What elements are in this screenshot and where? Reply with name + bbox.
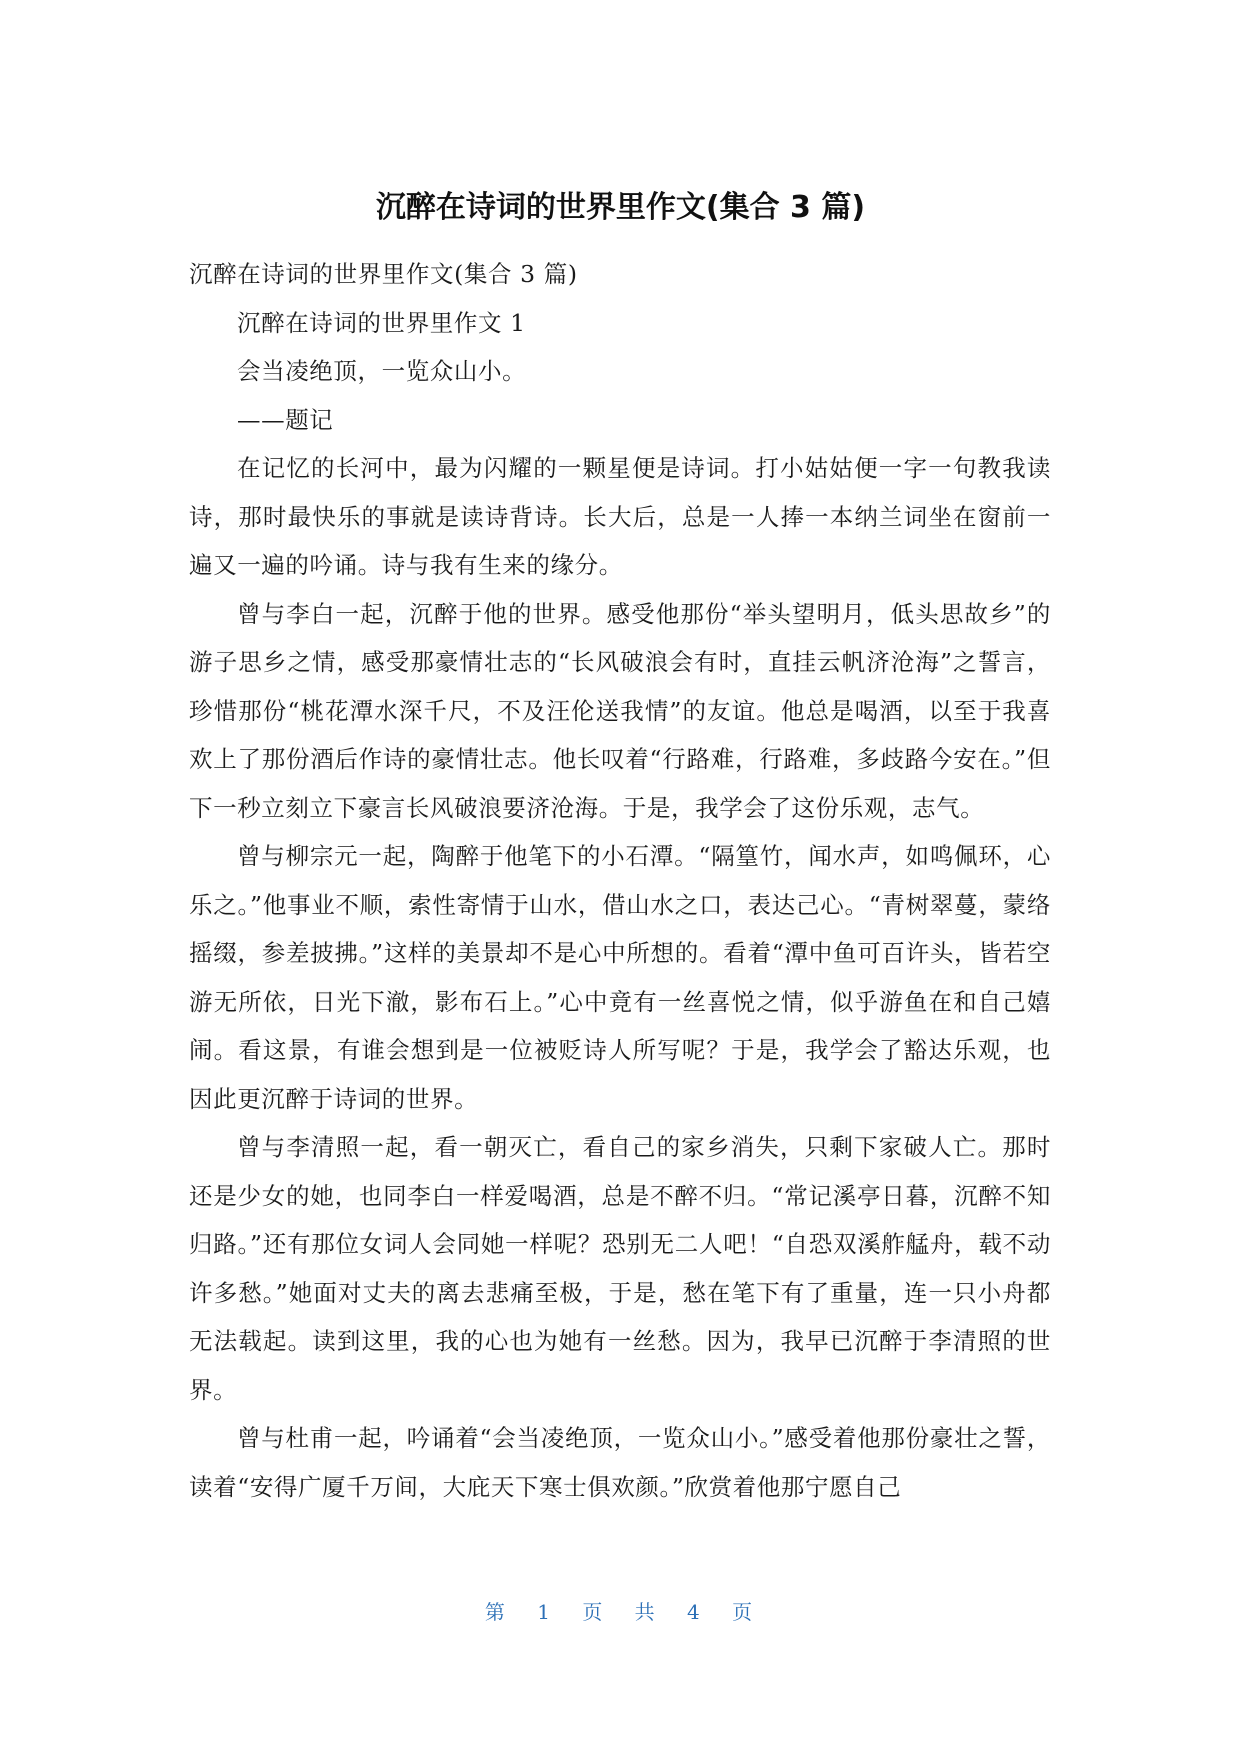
- paragraph: 曾与杜甫一起，吟诵着“会当凌绝顶，一览众山小。”感受着他那份豪壮之誓，读着“安得广厦千万间，大庇天下寒士俱欢颜。”欣赏着他那宁愿自己: [189, 1424, 1051, 1501]
- footer-current-page: 1: [537, 1600, 554, 1624]
- paragraph: 在记忆的长河中，最为闪耀的一颗星便是诗词。打小姑姑便一字一句教我读诗，那时最快乐的事就是读诗背诗。长大后，总是一人捧一本纳兰词坐在窗前一遍又一遍的吟诵。诗与我有生来的缘分。: [189, 454, 1051, 579]
- page-footer: [0, 1598, 1241, 1626]
- footer-label-pages: 页: [732, 1600, 757, 1624]
- footer-total-pages: 4: [687, 1600, 704, 1624]
- paragraph: 曾与柳宗元一起，陶醉于他笔下的小石潭。“隔篁竹，闻水声，如鸣佩环，心乐之。”他事业不顺，索性寄情于山水，借山水之口，表达己心。“青树翠蔓，蒙络摇缀，参差披拂。”这样的美景却不是心中所想的。看着“潭中鱼可百许头，皆若空游无所依，日光下澈，影布石上。”心中竟有一丝喜悦之情，似乎游鱼在和自己嬉闹。看这景，有谁会想到是一位被贬诗人所写呢？于是，我学会了豁达乐观，也因此更沉醉于诗词的世界。: [189, 842, 1051, 1113]
- paragraph-epigraph: 会当凌绝顶，一览众山小。: [237, 357, 527, 385]
- document-body: [189, 250, 1051, 1511]
- paragraph-epigraph-label: ——题记: [237, 405, 334, 434]
- paragraph: 曾与李清照一起，看一朝灭亡，看自己的家乡消失，只剩下家破人亡。那时还是少女的她，也同李白一样爱喝酒，总是不醉不归。“常记溪亭日暮，沉醉不知归路。”还有那位女词人会同她一样呢？恐别无二人吧！“自恐双溪舴艋舟，载不动许多愁。”她面对丈夫的离去悲痛至极，于是，愁在笔下有了重量，连一只小舟都无法载起。读到这里，我的心也为她有一丝愁。因为，我早已沉醉于李清照的世界。: [189, 1133, 1051, 1404]
- paragraph: 曾与李白一起，沉醉于他的世界。感受他那份“举头望明月，低头思故乡”的游子思乡之情，感受那豪情壮志的“长风破浪会有时，直挂云帆济沧海”之誓言，珍惜那份“桃花潭水深千尺，不及汪伦送我情”的友谊。他总是喝酒，以至于我喜欢上了那份酒后作诗的豪情壮志。他长叹着“行路难，行路难，多歧路今安在。”但下一秒立刻立下豪言长风破浪要济沧海。于是，我学会了这份乐观，志气。: [189, 599, 1051, 822]
- footer-label-page: 第: [484, 1600, 509, 1624]
- document-title: 沉醉在诗词的世界里作文(集合 3 篇): [375, 190, 866, 225]
- paragraph-subtitle: 沉醉在诗词的世界里作文(集合 3 篇): [189, 260, 578, 288]
- paragraph-section-heading: 沉醉在诗词的世界里作文 1: [237, 308, 526, 337]
- footer-label-of: 页 共: [582, 1600, 659, 1624]
